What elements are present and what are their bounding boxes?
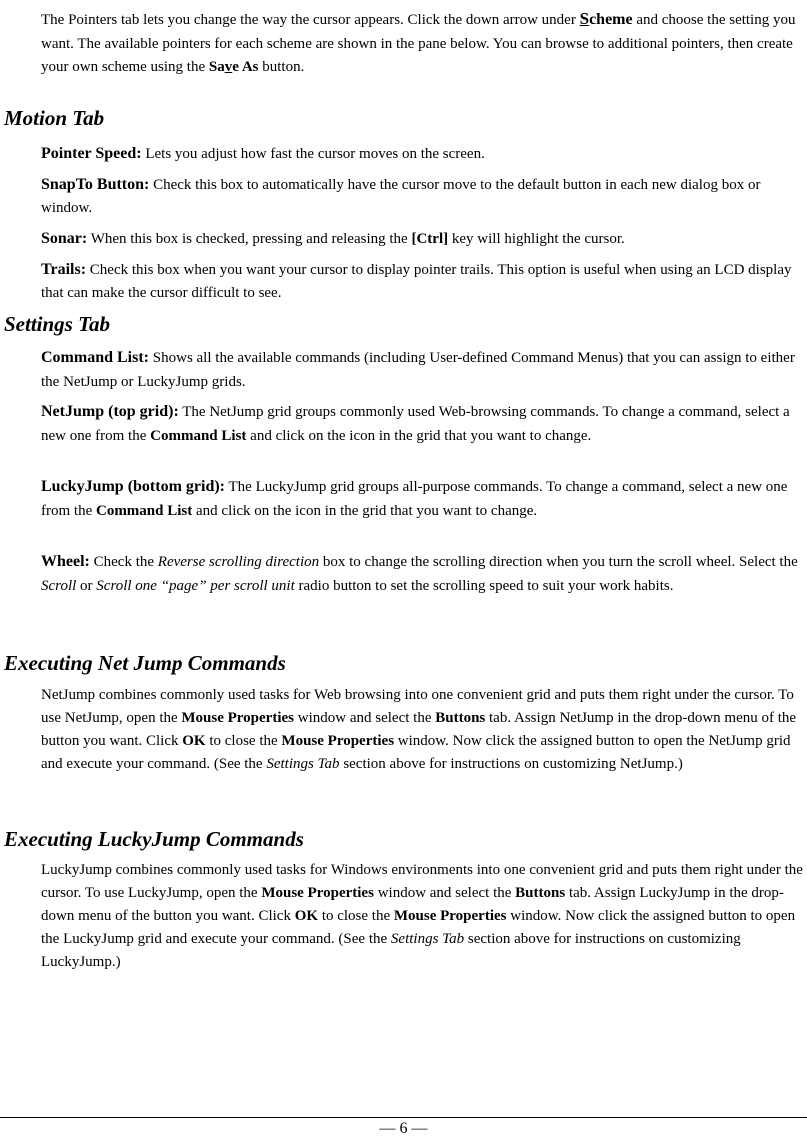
snapto-term: SnapTo Button: [41, 176, 150, 193]
buttons-ref: Buttons [515, 885, 566, 901]
netjump-grid-text: and click on the icon in the grid that you want to change. [246, 427, 592, 444]
luckyjump-text: window and select the [373, 885, 516, 901]
wheel-term: Wheel: [41, 553, 90, 570]
motion-tab-heading: Motion Tab [4, 106, 105, 130]
luckyjump-text: section above for instructions on customizing LuckyJump.) [41, 931, 741, 970]
netjump-text: section above for instructions on customizing NetJump.) [339, 756, 683, 772]
intro-text: button. [258, 59, 305, 75]
luckyjump-grid-item [41, 475, 803, 523]
mouse-properties-ref: Mouse Properties [261, 885, 374, 901]
luckyjump-grid-text: The LuckyJump grid groups all-purpose commands. To change a command, select a new one from the [41, 479, 788, 519]
scroll-ref: Scroll [41, 577, 77, 594]
command-list-text: Shows all the available commands (including User-defined Command Menus) that you can assign to either the NetJump or LuckyJump grids. [41, 350, 795, 390]
netjump-text: window. Now click the assigned button to open the NetJump grid and execute your command. (See the [41, 733, 791, 772]
luckyjump-section-paragraph [41, 859, 803, 974]
settings-tab-ref: Settings Tab [390, 931, 465, 947]
sonar-text: When this box is checked, pressing and releasing the [87, 231, 412, 247]
trails-item [41, 258, 803, 305]
reverse-scrolling-ref: Reverse scrolling direction [157, 554, 320, 570]
page-number: — 6 — [379, 1120, 428, 1137]
settings-tab-heading: Settings Tab [4, 312, 111, 336]
intro-text: and choose the setting you want. The available pointers for each scheme are shown in the pane below. You can browse to additional pointers, then create your own scheme using the [41, 12, 796, 75]
settings-tab-ref: Settings Tab [266, 756, 340, 772]
snapto-text: Check this box to automatically have the cursor move to the default button in each new dialog box or window. [41, 177, 761, 216]
scheme-label: cheme [589, 11, 633, 28]
luckyjump-section-heading: Executing LuckyJump Commands [4, 827, 304, 851]
netjump-grid-term: NetJump (top grid): [41, 403, 179, 420]
scheme-label-mnemonic: S [579, 9, 590, 28]
scroll-page-ref: Scroll one “page” per scroll unit [96, 577, 295, 594]
command-list-term: Command List: [41, 349, 150, 366]
ctrl-key-label: [Ctrl] [411, 231, 449, 247]
netjump-grid-text: The NetJump grid groups commonly used Web-browsing commands. To change a command, select a new one from the [41, 404, 790, 444]
netjump-text: tab. Assign NetJump in the drop-down menu of the button you want. Click [41, 710, 797, 749]
luckyjump-grid-term: LuckyJump (bottom grid): [41, 478, 226, 495]
wheel-text: radio button to set the scrolling speed to suit your work habits. [294, 577, 674, 594]
intro-paragraph [41, 7, 803, 80]
netjump-text: window and select the [294, 710, 436, 726]
snapto-item [41, 173, 803, 220]
mouse-properties-ref: Mouse Properties [281, 733, 395, 749]
command-list-ref: Command List [95, 502, 193, 519]
trails-text: Check this box when you want your cursor to display pointer trails. This option is useful when using an LCD display that can make the cursor difficult to see. [41, 262, 792, 301]
netjump-section-heading: Executing Net Jump Commands [4, 651, 286, 675]
luckyjump-text: tab. Assign LuckyJump in the drop-down menu of the button you want. Click [41, 885, 784, 924]
ok-ref: OK [182, 733, 206, 749]
netjump-grid-item [41, 400, 803, 448]
wheel-text: box to change the scrolling direction when you turn the scroll wheel. Select the [319, 554, 798, 570]
pointer-speed-item [41, 142, 803, 167]
netjump-text: NetJump combines commonly used tasks for Web browsing into one convenient grid and puts them right under the cursor. To use NetJump, open the [41, 687, 794, 726]
mouse-properties-ref: Mouse Properties [181, 710, 295, 726]
trails-term: Trails: [41, 261, 87, 278]
pointer-speed-text: Lets you adjust how fast the cursor moves on the screen. [141, 146, 485, 162]
luckyjump-grid-text: and click on the icon in the grid that you want to change. [192, 502, 538, 519]
save-as-label: Sa [208, 59, 225, 75]
mouse-properties-ref: Mouse Properties [393, 908, 507, 924]
buttons-ref: Buttons [435, 710, 486, 726]
sonar-item [41, 227, 803, 252]
luckyjump-text: window. Now click the assigned button to open the LuckyJump grid and execute your command. (See the [41, 908, 796, 947]
save-as-label: e As [232, 59, 259, 75]
wheel-text: Check the [89, 554, 158, 570]
command-list-item [41, 346, 803, 394]
intro-text: The Pointers tab lets you change the way the cursor appears. Click the down arrow under [41, 12, 580, 28]
sonar-term: Sonar: [41, 230, 88, 247]
save-as-mnemonic: v [224, 59, 233, 75]
wheel-item [41, 550, 803, 598]
netjump-text: to close the [205, 733, 282, 749]
wheel-text: or [76, 577, 97, 594]
netjump-section-paragraph [41, 684, 803, 776]
pointer-speed-term: Pointer Speed: [41, 145, 142, 162]
luckyjump-text: LuckyJump combines commonly used tasks for Windows environments into one convenient grid and puts them right under the cursor. To use LuckyJump, open the [41, 862, 803, 901]
luckyjump-text: to close the [318, 908, 394, 924]
ok-ref: OK [294, 908, 319, 924]
footer-rule [0, 1117, 807, 1118]
command-list-ref: Command List [150, 427, 247, 444]
sonar-text: key will highlight the cursor. [448, 231, 625, 247]
